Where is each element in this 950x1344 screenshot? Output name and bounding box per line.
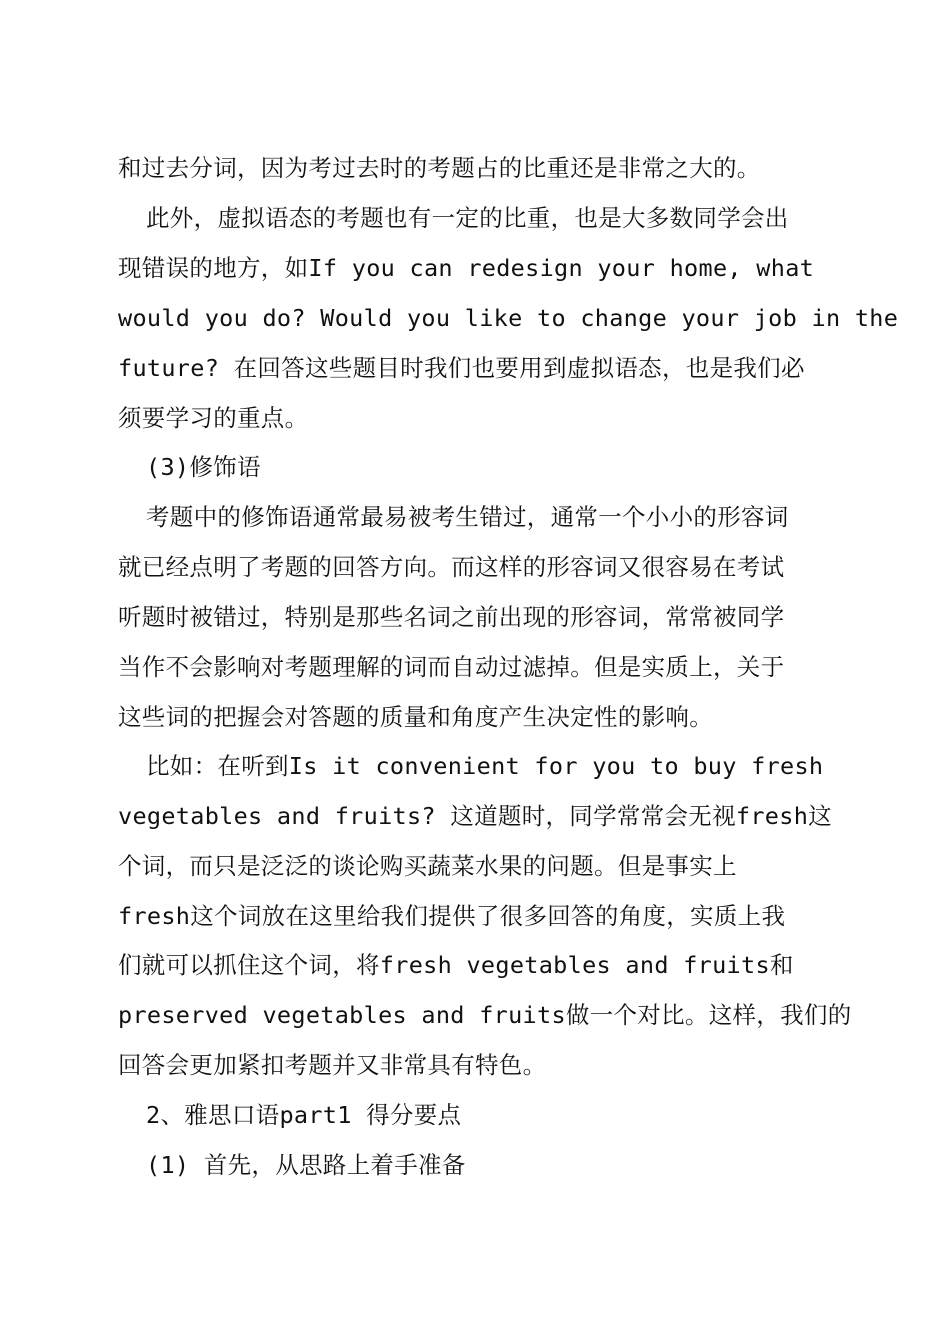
text-line: 须要学习的重点。 <box>118 404 309 432</box>
text-line: fresh这个词放在这里给我们提供了很多回答的角度，实质上我 <box>118 902 786 930</box>
text-line: preserved vegetables and fruits做一个对比。这样，我们的 <box>118 1001 852 1029</box>
section-heading: 2、雅思口语part1 得分要点 <box>146 1101 462 1129</box>
text-line: 回答会更加紧扣考题并又非常具有特色。 <box>118 1051 547 1079</box>
text-line: vegetables and fruits? 这道题时，同学常常会无视fresh这 <box>118 802 832 830</box>
text-line: 当作不会影响对考题理解的词而自动过滤掉。但是实质上，关于 <box>118 653 785 681</box>
section-heading: (3)修饰语 <box>146 453 261 481</box>
subsection-heading: (1) 首先，从思路上着手准备 <box>146 1151 466 1179</box>
text-line: 听题时被错过，特别是那些名词之前出现的形容词，常常被同学 <box>118 603 785 631</box>
text-line: future? 在回答这些题目时我们也要用到虚拟语态，也是我们必 <box>118 354 805 382</box>
text-line: 就已经点明了考题的回答方向。而这样的形容词又很容易在考试 <box>118 553 785 581</box>
text-line: 个词，而只是泛泛的谈论购买蔬菜水果的问题。但是事实上 <box>118 852 737 880</box>
paragraph-start-line: 此外，虚拟语态的考题也有一定的比重，也是大多数同学会出 <box>146 204 789 232</box>
text-line: 这些词的把握会对答题的质量和角度产生决定性的影响。 <box>118 703 713 731</box>
paragraph-start-line: 比如：在听到Is it convenient for you to buy fresh <box>146 752 824 780</box>
text-line: 们就可以抓住这个词，将fresh vegetables and fruits和 <box>118 951 794 979</box>
text-line: would you do? Would you like to change your job in the <box>118 304 899 332</box>
text-line: 现错误的地方，如If you can redesign your home, what <box>118 254 815 282</box>
paragraph-start-line: 考题中的修饰语通常最易被考生错过，通常一个小小的形容词 <box>146 503 789 531</box>
text-line: 和过去分词，因为考过去时的考题占的比重还是非常之大的。 <box>118 154 761 182</box>
